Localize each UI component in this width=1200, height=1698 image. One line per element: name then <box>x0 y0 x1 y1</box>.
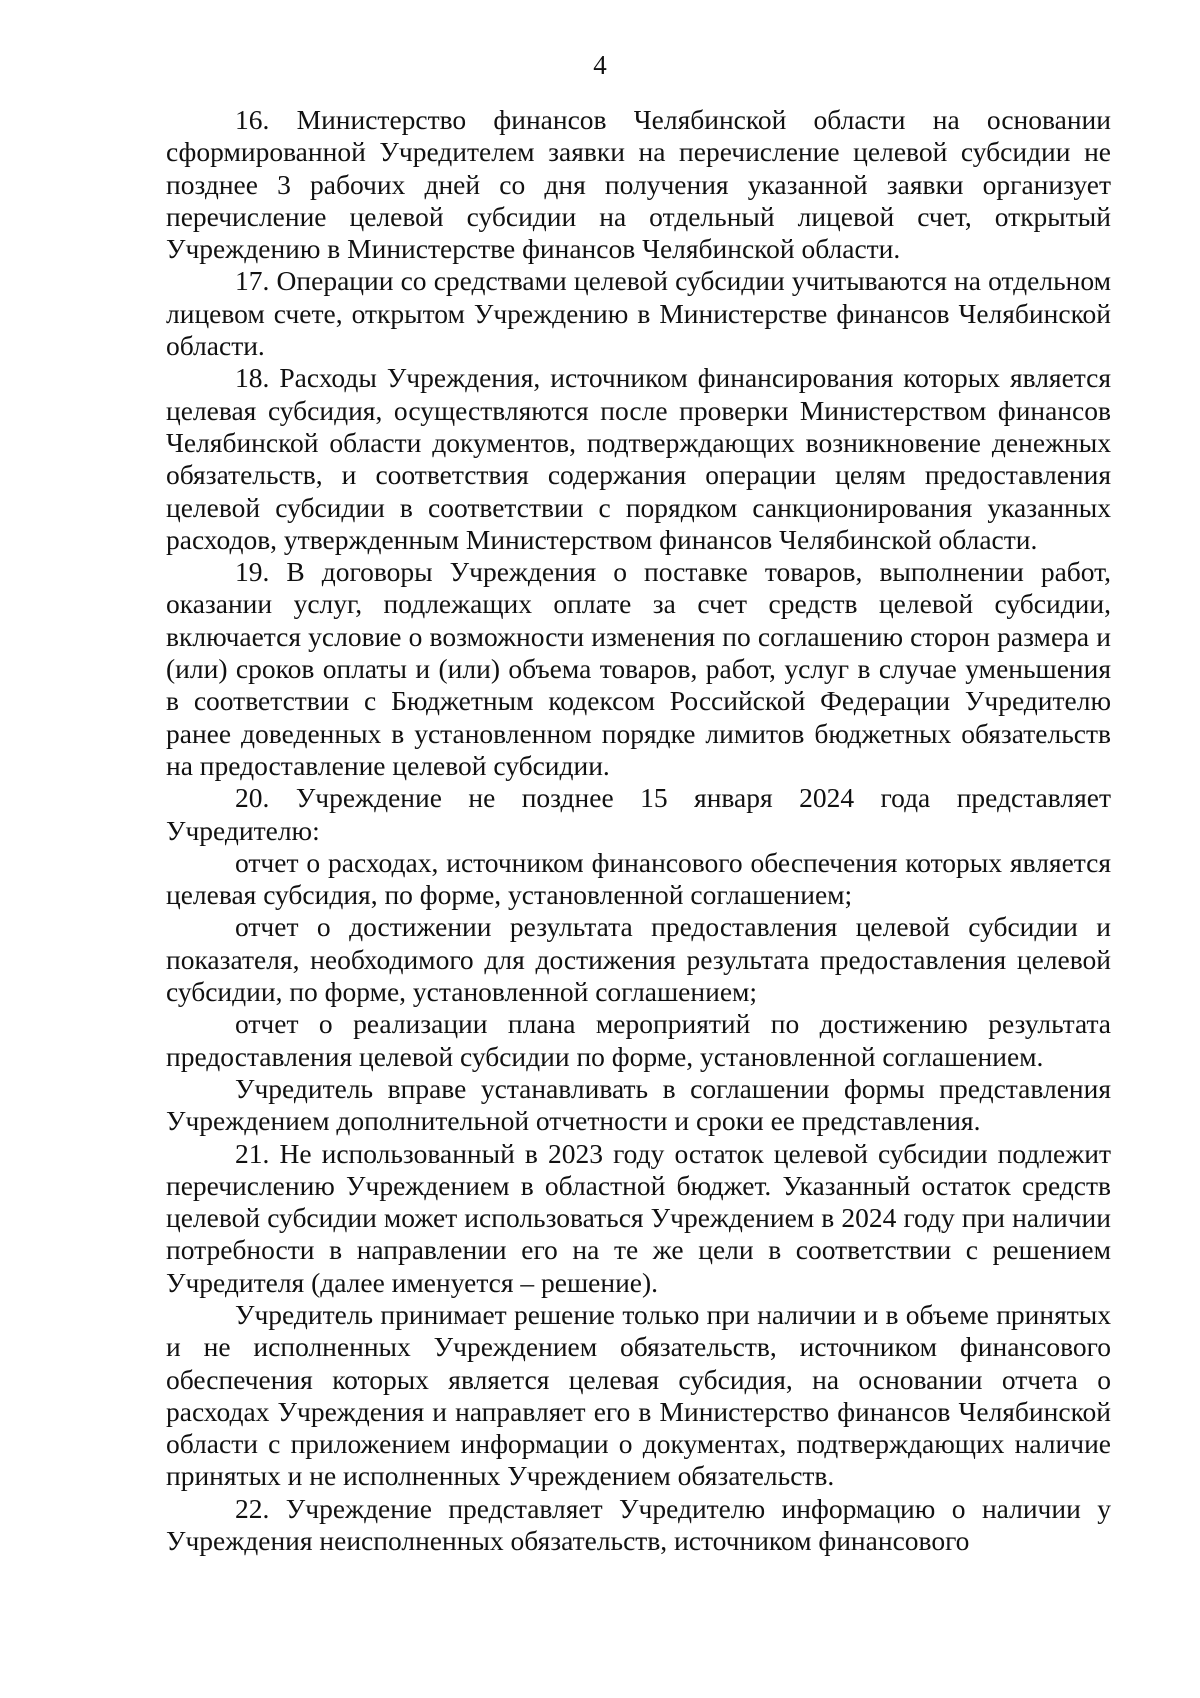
paragraph-20-additional-reporting: Учредитель вправе устанавливать в соглашении формы представления Учреждением дополнительной отчетности и сроки ее представления. <box>166 1072 1111 1137</box>
paragraph-18: 18. Расходы Учреждения, источником финансирования которых является целевая субсидия, осуществляются после проверки Министерством финансов Челябинской области документов, подтверждающих возникновение денежных обязательств, и соответствия содержания операции целям предоставления целевой субсидии в соответствии с порядком санкционирования указанных расходов, утвержденным Министерством финансов Челябинской области. <box>166 362 1111 555</box>
paragraph-16: 16. Министерство финансов Челябинской области на основании сформированной Учредителем заявки на перечисление целевой субсидии не позднее 3 рабочих дней со дня получения указанной заявки организует перечисление целевой субсидии на отдельный лицевой счет, открытый Учреждению в Министерстве финансов Челябинской области. <box>166 104 1111 265</box>
paragraph-20-report-results: отчет о достижении результата предоставления целевой субсидии и показателя, необходимого для достижения результата предоставления целевой субсидии, по форме, установленной соглашением; <box>166 911 1111 1008</box>
document-body <box>166 104 1111 1557</box>
page-number: 4 <box>593 50 607 80</box>
paragraph-20-report-plan: отчет о реализации плана мероприятий по достижению результата предоставления целевой субсидии по форме, установленной соглашением. <box>166 1008 1111 1072</box>
paragraph-22: 22. Учреждение представляет Учредителю информацию о наличии у Учреждения неисполненных обязательств, источником финансового <box>166 1492 1111 1557</box>
paragraph-17: 17. Операции со средствами целевой субсидии учитываются на отдельном лицевом счете, открытом Учреждению в Министерстве финансов Челябинской области. <box>166 265 1111 362</box>
paragraph-21: 21. Не использованный в 2023 году остаток целевой субсидии подлежит перечислению Учреждением в областной бюджет. Указанный остаток средств целевой субсидии может использоваться Учреждением в 2024 году при наличии потребности в направлении его на те же цели в соответствии с решением Учредителя (далее именуется – решение). <box>166 1137 1111 1298</box>
paragraph-20-report-expenses: отчет о расходах, источником финансового обеспечения которых является целевая субсидия, по форме, установленной соглашением; <box>166 846 1111 911</box>
paragraph-20: 20. Учреждение не позднее 15 января 2024 года представляет Учредителю: <box>166 782 1111 846</box>
paragraph-19: 19. В договоры Учреждения о поставке товаров, выполнении работ, оказании услуг, подлежащих оплате за счет средств целевой субсидии, включается условие о возможности изменения по соглашению сторон размера и (или) сроков оплаты и (или) объема товаров, работ, услуг в случае уменьшения в соответствии с Бюджетным кодексом Российской Федерации Учредителю ранее доведенных в установленном порядке лимитов бюджетных обязательств на предоставление целевой субсидии. <box>166 556 1111 781</box>
paragraph-21-decision: Учредитель принимает решение только при наличии и в объеме принятых и не исполненных Учреждением обязательств, источником финансового обеспечения которых является целевая субсидия, на основании отчета о расходах Учреждения и направляет его в Министерство финансов Челябинской области с приложением информации о документах, подтверждающих наличие принятых и не исполненных Учреждением обязательств. <box>166 1298 1111 1492</box>
